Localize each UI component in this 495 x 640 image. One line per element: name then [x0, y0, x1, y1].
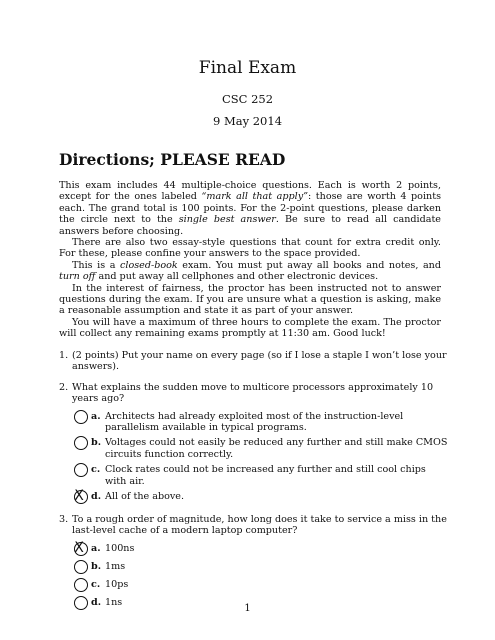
choice-text: All of the above.	[105, 491, 185, 503]
choice-letter: a.	[91, 410, 101, 422]
choice-letter: c.	[91, 464, 101, 476]
directions-heading: Directions; PLEASE READ	[59, 150, 286, 169]
directions-paragraph-1: This exam includes 44 multiple-choice questions. Each is worth 2 points, except for the ones labeled “mark all that apply”: those are worth 4 points each. The grand total is 100 points. For the 2-point questions, please darken the circle next to the single best answer. Be sure to read all candidate answers before choosing.	[59, 180, 441, 237]
directions-paragraph-2: There are also two essay-style questions that count for extra credit only. For these, please confine your answers to the space provided.	[59, 237, 441, 260]
question-number: 2.	[59, 381, 69, 393]
question-text: (2 points) Put your name on every page (so if I lose a staple I won’t lose your answers).	[72, 350, 447, 373]
choice-letter: c.	[91, 578, 101, 590]
question-list	[59, 350, 449, 620]
directions-paragraph-4: In the interest of fairness, the proctor has been instructed not to answer questions during the exam. If you are unsure what a question is asking, make a reasonable assumption and state it as part of your answer.	[59, 282, 441, 317]
answer-bubble[interactable]	[74, 560, 88, 574]
question-text: To a rough order of magnitude, how long does it take to service a miss in the last-level cache of a modern laptop computer?	[72, 514, 447, 537]
answer-bubble[interactable]	[74, 578, 88, 592]
answer-choice	[72, 561, 449, 575]
question-number: 1.	[59, 350, 69, 361]
answer-choice	[72, 488, 449, 505]
question-text: What explains the sudden move to multicore processors approximately 10 years ago?	[72, 381, 434, 405]
course-code: CSC 252	[221, 92, 274, 106]
question-3	[59, 514, 449, 611]
question-2	[59, 382, 449, 505]
answer-choices	[72, 411, 449, 505]
directions-paragraph-5: You will have a maximum of three hours to complete the exam. The proctor will collect any remaining exams promptly at 11:30 am. Good luck!	[59, 316, 441, 340]
answer-mark: X	[74, 488, 84, 505]
choice-letter: b.	[91, 560, 102, 572]
answer-mark: X	[74, 539, 84, 556]
choice-text: 1ns	[105, 596, 123, 608]
choice-letter: d.	[91, 491, 102, 503]
answer-choices	[72, 539, 449, 611]
answer-bubble[interactable]	[74, 463, 88, 477]
directions-body	[59, 180, 441, 340]
choice-text: 1ms	[105, 560, 126, 572]
directions-paragraph-3: This is a closed-book exam. You must put away all books and notes, and turn off and put away all cellphones and other electronic devices.	[59, 259, 441, 283]
answer-bubble[interactable]	[74, 410, 88, 424]
choice-text: Clock rates could not be increased any further and still cool chips with air.	[105, 464, 426, 487]
answer-choice	[72, 411, 449, 434]
choice-text: Voltages could not easily be reduced any further and still make CMOS circuits function correctly.	[105, 437, 448, 460]
answer-bubble[interactable]	[74, 436, 88, 450]
choice-letter: a.	[91, 542, 101, 554]
choice-text: Architects had already exploited most of the instruction-level parallelism available in typical programs.	[105, 410, 404, 434]
answer-choice	[72, 579, 449, 593]
question-1	[59, 350, 449, 373]
choice-letter: d.	[91, 596, 102, 608]
question-number: 3.	[59, 514, 69, 526]
exam-date: 9 May 2014	[212, 114, 283, 128]
choice-text: 100ns	[105, 542, 135, 554]
exam-title: Final Exam	[198, 58, 297, 78]
choice-letter: b.	[91, 437, 102, 449]
answer-choice	[72, 437, 449, 460]
answer-choice	[72, 464, 449, 487]
page-number: 1	[244, 603, 251, 614]
choice-text: 10ps	[105, 578, 129, 590]
answer-choice	[72, 539, 449, 557]
